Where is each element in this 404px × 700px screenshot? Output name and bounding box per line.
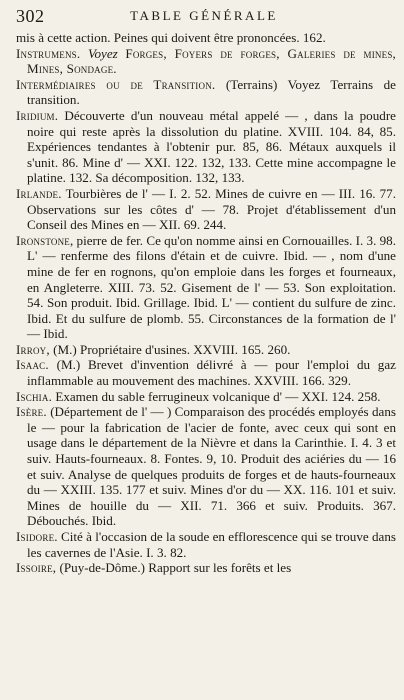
entry-irlande: Irlande. Tourbières de l' — I. 2. 52. Mines de cuivre en — III. 16. 77. Observations sur les côtes d' — 78. Projet d'établissement d'un Conseil des Mines en — XII. 69. 244. [16,185,396,233]
entry-isidore: Isidore. Cité à l'occasion de la soude en efflorescence qui se trouve dans les cavernes de l'Asie. I. 3. 82. [16,529,396,560]
entry-instrumens: Instrumens. Voyez Forges, Foyers de forges, Galeries de mines, Mines, Sondage. [16,45,397,77]
entry-headword: Irroy, [16,341,50,357]
entry-irroy: Irroy, (M.) Propriétaire d'usines. XXVIII. 165. 260. [16,341,291,357]
entry-iridium: Iridium. Découverte d'un nouveau métal appelé — , dans la poudre noire qui reste après la dissolution du platine. XVIII. 104. 84, 85. Expériences tendantes à l'obtenir pur. 85, 86. Métaux auxquels il s'unit. 86. Mine d' — XXI. 122. 132, 133. Cette mine accompagne le platine. 132. Sa décomposition. 132, 133. [16,107,396,186]
entry-continued: mis à cette action. Peines qui doivent être prononcées. 162. [16,30,326,45]
entry-isaac: Isaac. (M.) Brevet d'invention délivré à — pour l'emploi du gaz inflammable au mouvement des machines. XXVIII. 166. 329. [16,357,396,389]
entry-isere: Isère. (Département de l' — ) Comparaison des procédés employés dans le — pour la fabrication de l'acier de fonte, avec ceux qui sont en usage dans le département de la Nièvre et dans la Carinthie. I. 4. 3 et suiv. Hauts-fourneaux. 8. Fontes. 9, 10. Produit des aciéries du — 16 et suiv. Analyse de quelques produits de forges et de hauts-fourneaux du — XXIII. 135. 177 et suiv. Mines d'or du — XX. 116. 101 et suiv. Mines de houille du — XII. 71. 366 et suiv. Produits. 367. Débouchés. Ibid. [16,404,396,529]
entry-headword: Isère. [16,404,47,420]
entry-headword: Isidore. [16,529,58,544]
entry-headword: Issoire, [16,560,57,576]
entry-headword: Ischia. [16,388,53,404]
page-number: 302 [16,6,45,26]
entry-headword: Ironstone [16,232,70,248]
entry-headword: Isaac. [16,357,49,373]
entry-headword: Irlande. [16,185,62,201]
entry-ironstone: Ironstone, pierre de fer. Ce qu'on nomme ainsi en Cornouailles. I. 3. 98. L' — renferme des filons d'étain et de cuivre. Ibid. — , nom d'une mine de fer en rognons, qu'on emploie dans les forges et fourneaux, en Angleterre. XIII. 73. 52. Gisement de l' — 53. Son exploitation. 54. Son produit. Ibid. Grillage. Ibid. L' — contient du sulfure de zinc. Ibid. Et du sulfure de plomb. 55. Circonstances de la formation de l' — Ibid. [16,232,396,342]
entry-ischia: Ischia. Examen du sable ferrugineux volcanique d' — XXI. 124. 258. [16,388,381,404]
running-title: TABLE GÉNÉRALE [130,8,278,23]
entry-headword: Instrumens. [16,45,81,61]
entry-intermediaires: Intermédiaires ou de Transition. (Terrains) Voyez Terrains de transition. [16,76,396,108]
page-header [16,5,392,27]
entry-issoire: Issoire, (Puy-de-Dôme.) Rapport sur les forêts et les [16,560,292,576]
index-body [16,30,396,576]
entry-headword: Iridium. [16,107,59,123]
entry-headword: Intermédiaires ou de Transition. [16,76,216,92]
